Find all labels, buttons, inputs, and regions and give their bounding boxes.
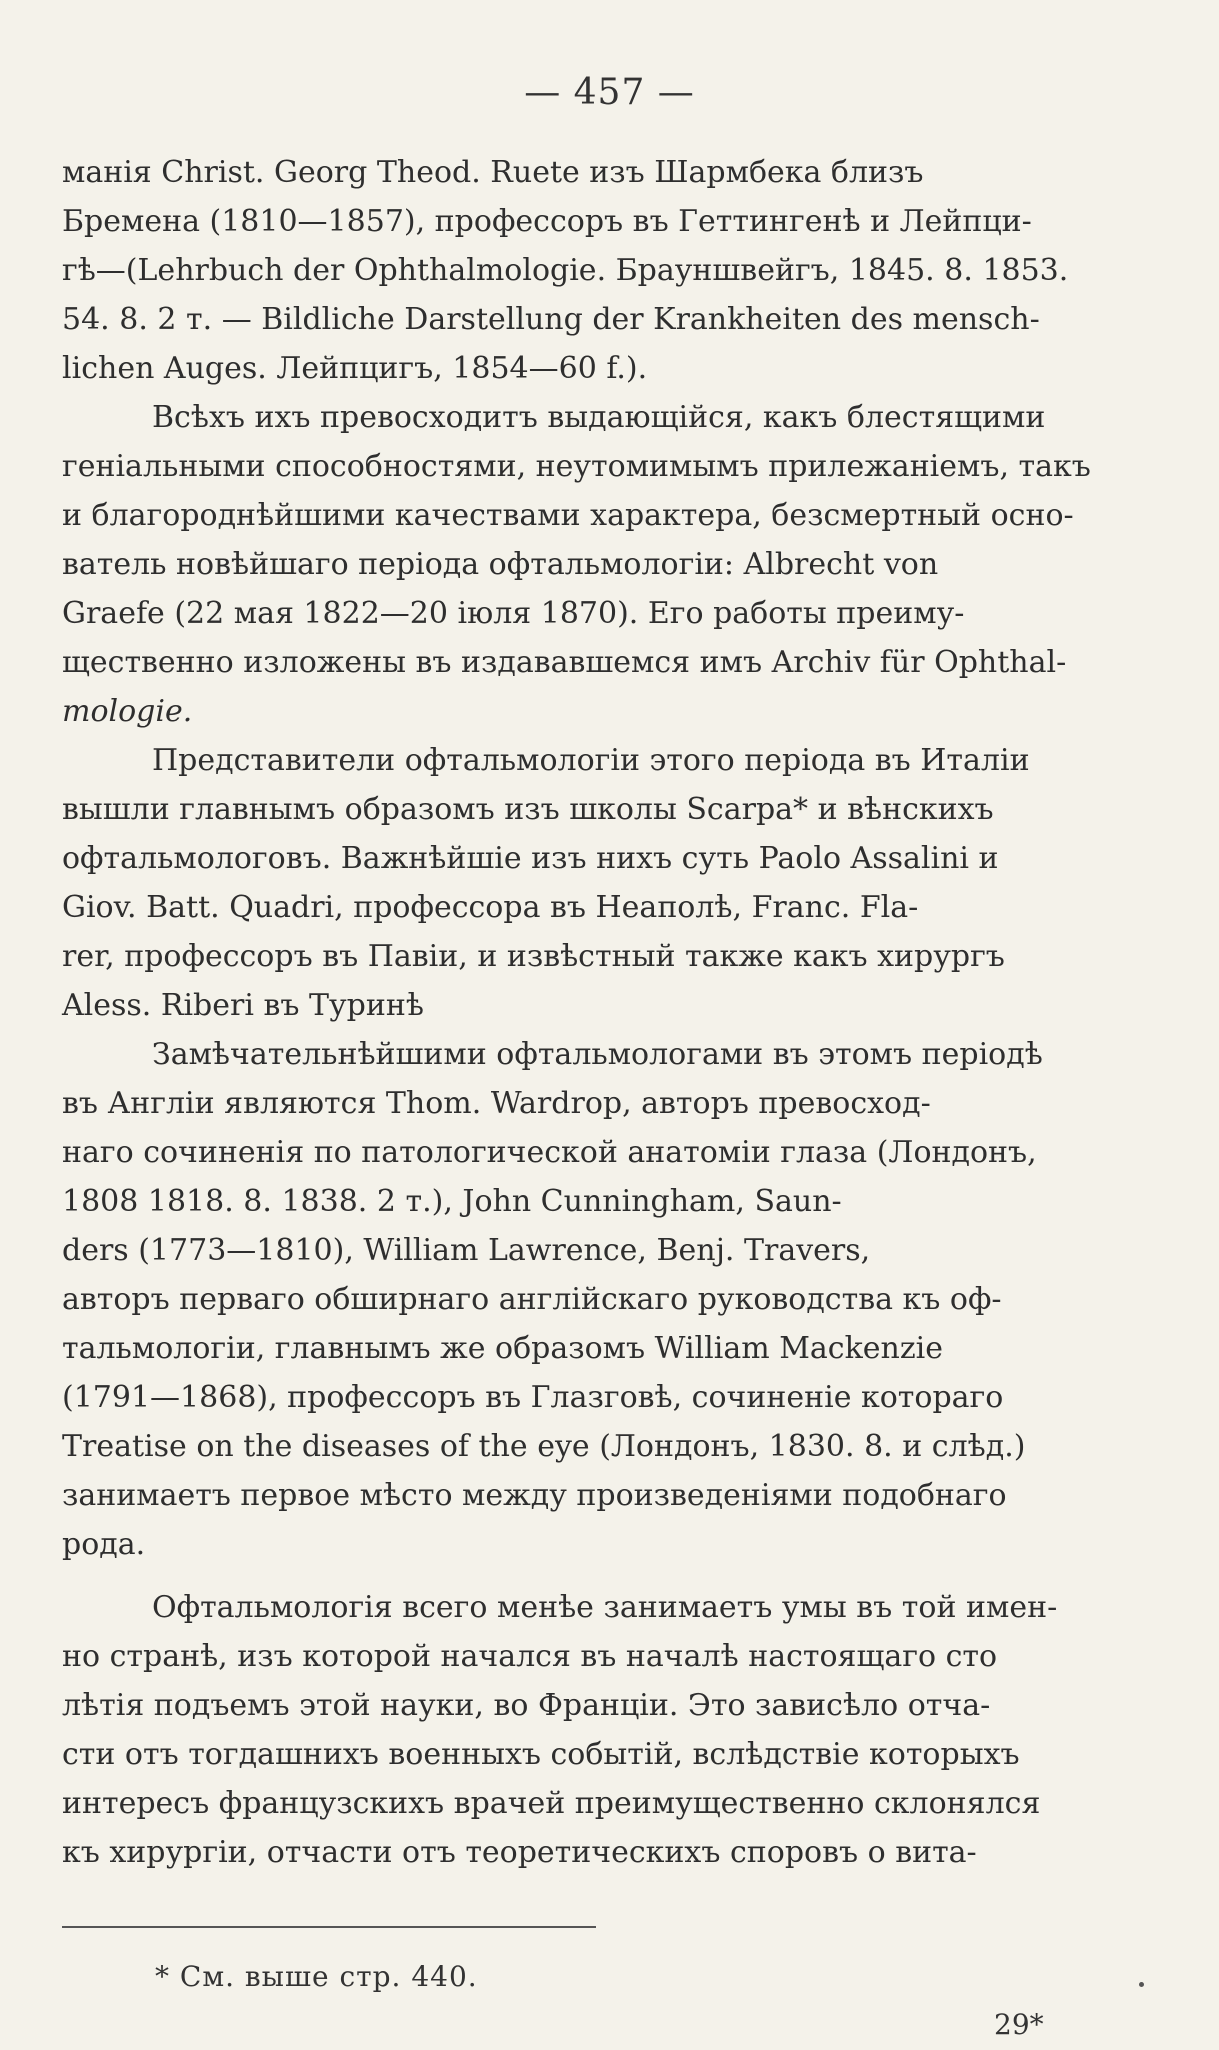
line: гѣ—(Lehrbuch der Ophthalmologie. Брауншвейгъ, 1845. 8. 1853. — [62, 253, 1069, 288]
line: rer, профессоръ въ Павіи, и извѣстный также какъ хирургъ — [62, 939, 1005, 974]
printer-signature-mark: 29* — [994, 2008, 1044, 2041]
line: занимаетъ первое мѣсто между произведеніями подобнаго — [62, 1478, 1007, 1513]
ink-dot — [1139, 1982, 1144, 1987]
paragraph-france — [62, 1583, 1132, 1877]
line: наго сочиненія по патологической анатоміи глаза (Лондонъ, — [62, 1135, 1037, 1170]
line: Giov. Batt. Quadri, профессора въ Неаполѣ, Franc. Fla- — [62, 890, 919, 925]
body-text — [62, 148, 1132, 1877]
line: Treatise on the diseases of the eye (Лондонъ, 1830. 8. и слѣд.) — [62, 1429, 1026, 1464]
line: mologie. — [62, 694, 193, 729]
line: въ Англіи являются Thom. Wardrop, авторъ превосход- — [62, 1086, 931, 1121]
line: вышли главнымъ образомъ изъ школы Scarpa* и вѣнскихъ — [62, 792, 994, 827]
line: но странѣ, изъ которой начался въ началѣ настоящаго сто — [62, 1639, 998, 1674]
line: ватель новѣйшаго періода офтальмологіи: Albrecht von — [62, 547, 939, 582]
line: Graefe (22 мая 1822—20 іюля 1870). Его работы преиму- — [62, 596, 965, 631]
line: lichen Auges. Лейпцигъ, 1854—60 f.). — [62, 351, 648, 386]
line: Бремена (1810—1857), профессоръ въ Геттингенѣ и Лейпци- — [62, 204, 1032, 239]
line: Замѣчательнѣйшими офтальмологами въ этомъ періодѣ — [152, 1037, 1043, 1072]
line: офтальмологовъ. Важнѣйшіе изъ нихъ суть Paolo Assalini и — [62, 841, 999, 876]
line: интересъ французскихъ врачей преимущественно склонялся — [62, 1786, 1041, 1821]
line: 1808 1818. 8. 1838. 2 т.), John Cunningham, Saun- — [62, 1184, 842, 1219]
line: Представители офтальмологіи этого періода въ Италіи — [152, 743, 1030, 778]
line: рода. — [62, 1527, 146, 1562]
line: Всѣхъ ихъ превосходитъ выдающійся, какъ блестящими — [152, 400, 1046, 435]
page-number: — 457 — — [524, 72, 695, 113]
paragraph-ruete — [62, 148, 1132, 393]
line: къ хирургіи, отчасти отъ теоретическихъ споровъ о вита- — [62, 1835, 977, 1870]
line: ders (1773—1810), William Lawrence, Benj. Travers, — [62, 1233, 871, 1268]
footnote-divider — [62, 1926, 596, 1928]
line: 54. 8. 2 т. — Bildliche Darstellung der Krankheiten des mensch- — [62, 302, 1040, 337]
line: геніальными способностями, неутомимымъ прилежаніемъ, такъ — [62, 449, 1091, 484]
paragraph-italy — [62, 736, 1132, 1030]
line: тальмологіи, главнымъ же образомъ William Mackenzie — [62, 1331, 944, 1366]
paragraph-england — [62, 1030, 1132, 1569]
line: и благороднѣйшими качествами характера, безсмертный осно- — [62, 498, 1074, 533]
line: Офтальмологія всего менѣе занимаетъ умы въ той имен- — [152, 1590, 1058, 1625]
footnote: * См. выше стр. 440. — [155, 1960, 478, 1993]
line: манія Christ. Georg Theod. Ruete изъ Шармбека близъ — [62, 155, 924, 190]
line: лѣтія подъемъ этой науки, во Франціи. Это зависѣло отча- — [62, 1688, 991, 1723]
line: Aless. Riberi въ Туринѣ — [62, 988, 424, 1023]
line: авторъ перваго обширнаго англійскаго руководства къ оф- — [62, 1282, 1002, 1317]
line: (1791—1868), профессоръ въ Глазговѣ, сочиненіе котораго — [62, 1380, 1004, 1415]
line: щественно изложены въ издававшемся имъ Archiv für Ophthal- — [62, 645, 1067, 680]
line: сти отъ тогдашнихъ военныхъ событій, вслѣдствіе которыхъ — [62, 1737, 1020, 1772]
paragraph-graefe — [62, 393, 1132, 736]
